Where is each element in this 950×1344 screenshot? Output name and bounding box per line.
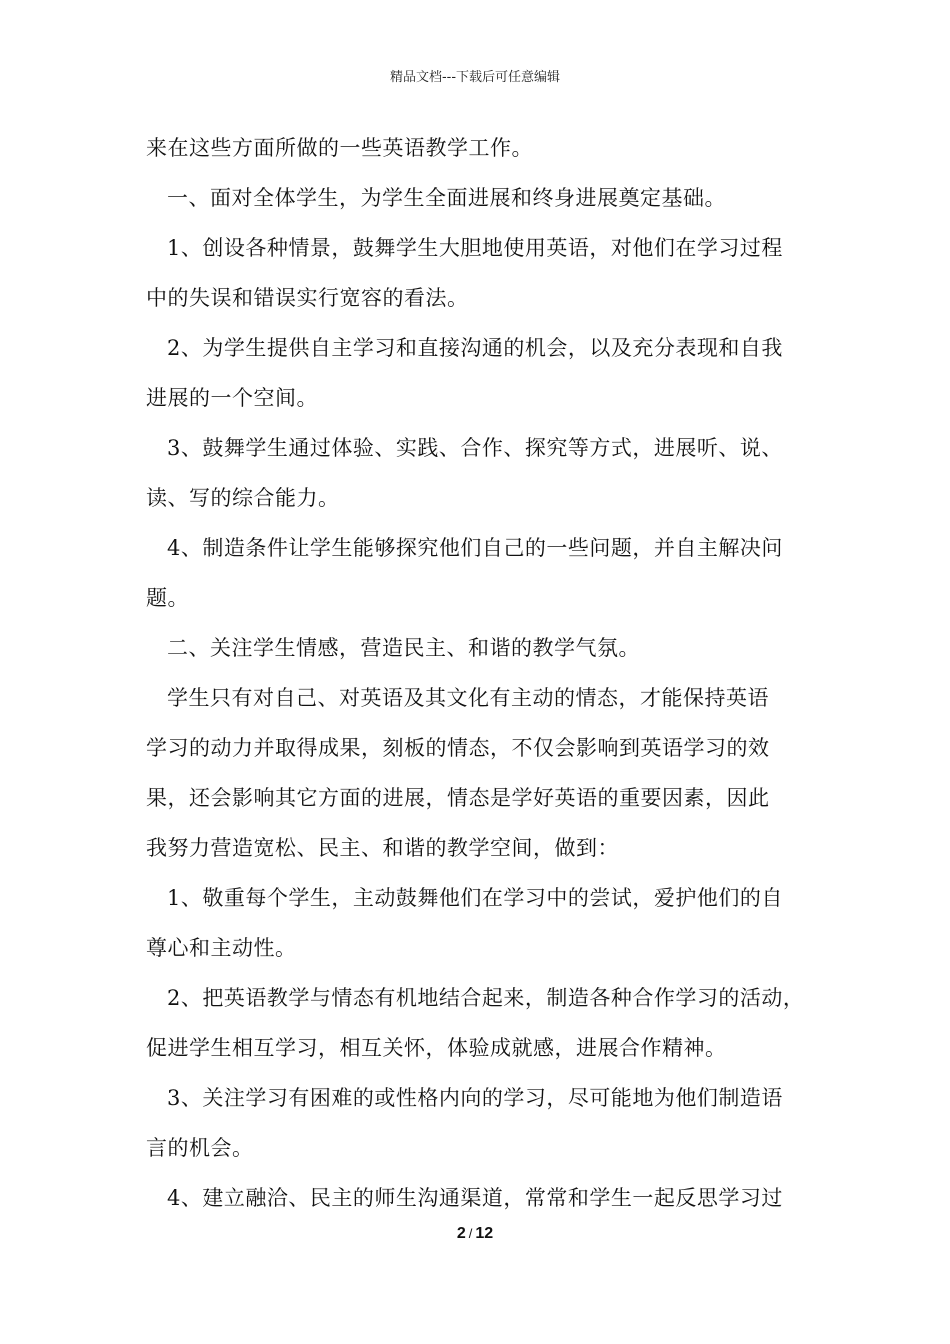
body-line: 尊心和主动性。	[146, 936, 297, 960]
body-line: 促进学生相互学习，相互关怀，体验成就感，进展合作精神。	[146, 1036, 727, 1060]
body-line: 进展的一个空间。	[146, 386, 318, 410]
list-item: 2、把英语教学与情态有机地结合起来，制造各种合作学习的活动，	[167, 986, 805, 1010]
section-heading: 一、面对全体学生，为学生全面进展和终身进展奠定基础。	[167, 186, 726, 210]
list-item: 3、鼓舞学生通过体验、实践、合作、探究等方式，进展听、说、	[167, 436, 783, 460]
body-line: 题。	[146, 586, 189, 610]
body-line: 言的机会。	[146, 1136, 254, 1160]
document-body	[146, 128, 808, 1228]
body-line: 学习的动力并取得成果，刻板的情态，不仅会影响到英语学习的效	[146, 736, 770, 760]
body-line: 中的失误和错误实行宽容的看法。	[146, 286, 469, 310]
page-number	[0, 1225, 950, 1243]
page-header: 精品文档---下载后可任意编辑	[389, 70, 561, 85]
page-separator: /	[468, 1226, 473, 1241]
list-item: 1、敬重每个学生，主动鼓舞他们在学习中的尝试，爱护他们的自	[167, 886, 783, 910]
current-page: 2	[456, 1225, 466, 1242]
total-pages: 12	[475, 1225, 494, 1242]
body-line: 来在这些方面所做的一些英语教学工作。	[146, 136, 533, 160]
list-item: 2、为学生提供自主学习和直接沟通的机会，以及充分表现和自我	[167, 336, 783, 360]
body-line: 果，还会影响其它方面的进展，情态是学好英语的重要因素，因此	[146, 786, 770, 810]
list-item: 1、创设各种情景，鼓舞学生大胆地使用英语，对他们在学习过程	[167, 236, 783, 260]
list-item: 4、建立融洽、民主的师生沟通渠道，常常和学生一起反思学习过	[167, 1186, 783, 1210]
body-line: 我努力营造宽松、民主、和谐的教学空间，做到：	[146, 836, 619, 860]
list-item: 4、制造条件让学生能够探究他们自己的一些问题，并自主解决问	[167, 536, 783, 560]
body-line: 读、写的综合能力。	[146, 486, 340, 510]
section-heading: 二、关注学生情感，营造民主、和谐的教学气氛。	[167, 636, 640, 660]
list-item: 3、关注学习有困难的或性格内向的学习，尽可能地为他们制造语	[167, 1086, 783, 1110]
paragraph-start: 学生只有对自己、对英语及其文化有主动的情态，才能保持英语	[167, 686, 769, 710]
